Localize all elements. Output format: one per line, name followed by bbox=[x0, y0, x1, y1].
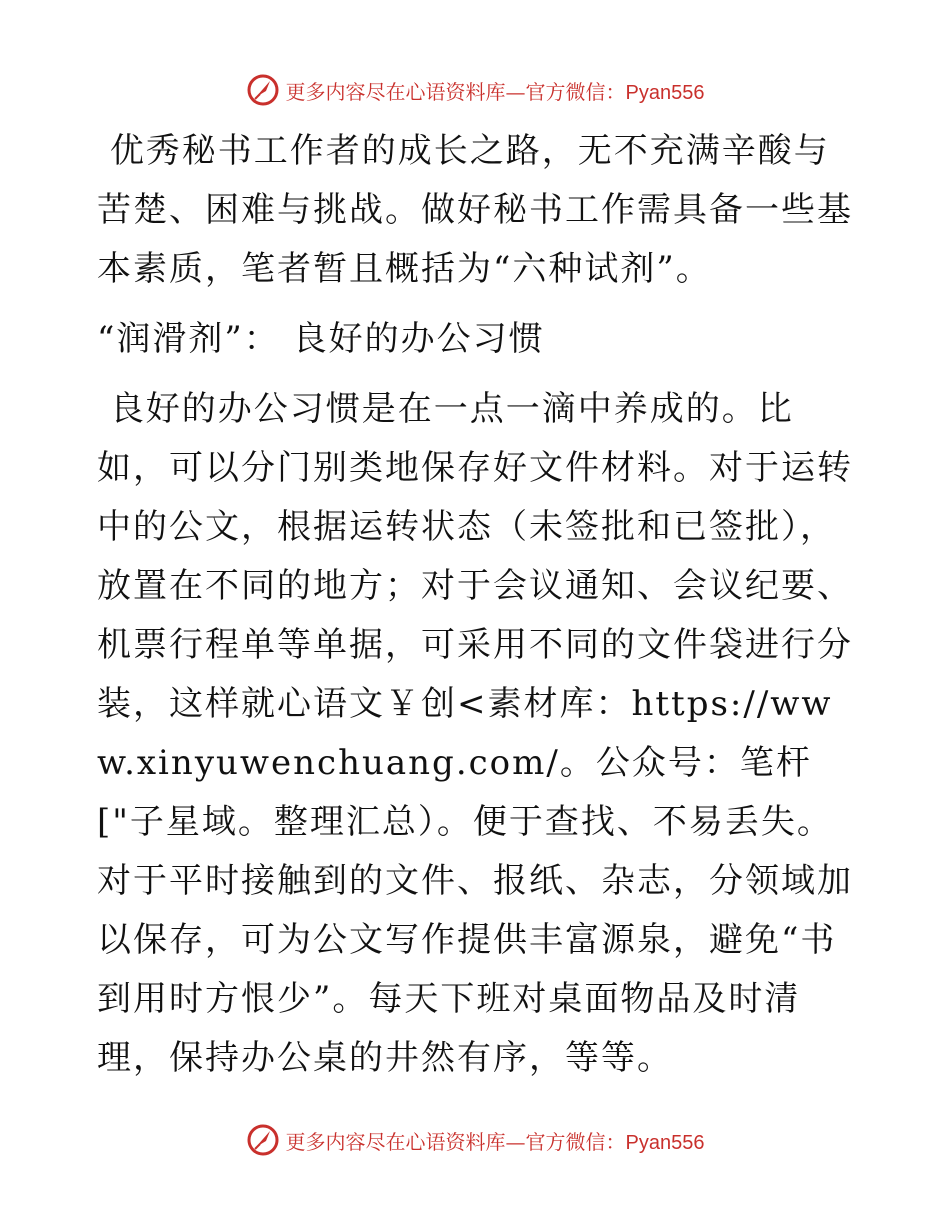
banner-wechat-label: 官方微信： bbox=[525, 1129, 626, 1154]
banner-wechat-label: 官方微信： bbox=[525, 79, 626, 104]
banner-text bbox=[286, 76, 705, 105]
banner-wechat-id: Pyan556 bbox=[625, 81, 705, 104]
body-paragraph: 良好的办公习惯是在一点一滴中养成的。比如，可以分门别类地保存好文件材料。对于运转中的公文，根据运转状态（未签批和已签批），放置在不同的地方；对于会议通知、会议纪要、机票行程单等单据，可采用不同的文件袋进行分装，这样就心语文￥创<素材库：https://www.xinyuwenchuang.com/。公众号：笔杆["子星域。整理汇总）。便于查找、不易丢失。对于平时接触到的文件、报纸、杂志，分领域加以保存，可为公文写作提供丰富源泉，避免“书到用时方恨少”。每天下班对桌面物品及时清理，保持办公桌的井然有序，等等。 bbox=[97, 389, 853, 1078]
banner-wechat-id: Pyan556 bbox=[625, 1131, 705, 1154]
banner-main-text: 更多内容尽在心语资料库 bbox=[285, 1129, 506, 1154]
banner-dash: — bbox=[505, 79, 526, 104]
intro-paragraph: 优秀秘书工作者的成长之路，无不充满辛酸与苦楚、困难与挑战。做好秘书工作需具备一些基本素质，笔者暂且概括为“六种试剂”。 bbox=[97, 131, 853, 289]
banner-dash: — bbox=[505, 1129, 526, 1154]
banner-main-text: 更多内容尽在心语资料库 bbox=[285, 79, 506, 104]
quill-logo-icon bbox=[246, 1123, 280, 1157]
quill-logo-icon bbox=[246, 73, 280, 107]
banner-text bbox=[286, 1126, 705, 1155]
section-heading: “润滑剂”： 良好的办公习惯 bbox=[97, 319, 545, 359]
article-content bbox=[97, 122, 857, 1088]
header-watermark-banner bbox=[0, 70, 950, 110]
footer-watermark-banner bbox=[0, 1120, 950, 1160]
